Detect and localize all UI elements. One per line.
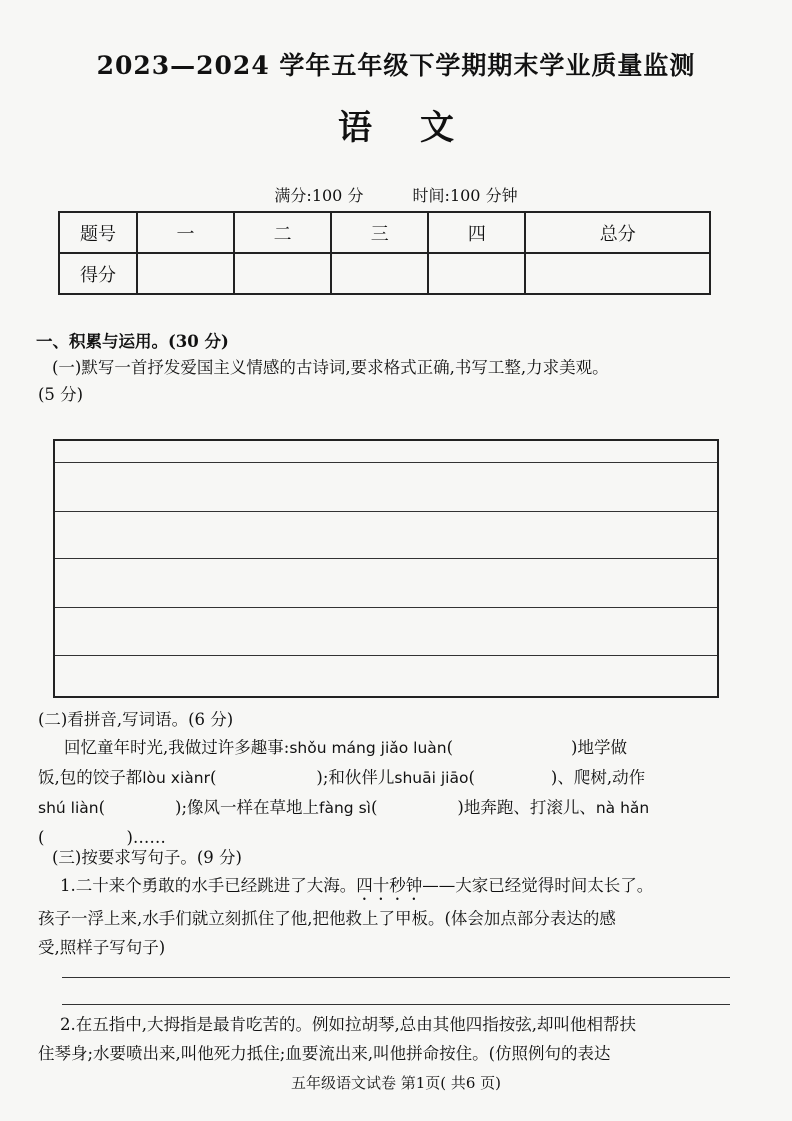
answer-line[interactable] [62,977,730,978]
score-table-score-row [59,253,710,294]
passage-line: 1.二十来个勇敢的水手已经跳进了大海。四十秒钟——大家已经觉得时间太长了。 [60,876,654,895]
exam-time: 时间:100 分钟 [412,186,518,205]
writing-line [55,511,717,512]
passage-line: ( )…… [38,828,166,847]
question-3-2 [38,1010,768,1068]
writing-line [55,607,717,608]
writing-line [55,655,717,656]
exam-subject: 语文 [338,108,502,148]
pinyin: lòu xiànr [142,769,210,787]
passage-line: 孩子一浮上来,水手们就立刻抓住了他,把他救上了甲板。(体会加点部分表达的感 [38,909,616,928]
pinyin: shǒu máng jiǎo luàn [289,739,447,757]
emphasized-text: 四十秒钟 [356,876,423,895]
pinyin: shú liàn [38,799,99,817]
answer-line[interactable] [62,1004,730,1005]
exam-title: 2023—2024 学年五年级下学期期末学业质量监测 [96,51,696,80]
table-cell: 得分 [59,253,137,294]
question-1-prompt: (一)默写一首抒发爱国主义情感的古诗词,要求格式正确,书写工整,力求美观。 [52,358,609,377]
writing-line [55,558,717,559]
section-1-heading: 一、积累与运用。(30 分) [36,332,229,351]
pinyin: nà hǎn [595,799,650,817]
table-cell: 四 [428,212,525,253]
writing-line [55,462,717,463]
passage-line: shú liàn( );像风一样在草地上fàng sì( )地奔跑、打滚儿、nà hǎn [38,798,650,817]
question-3-1 [38,871,768,962]
page-footer: 五年级语文试卷 第1页( 共6 页) [290,1074,502,1092]
poem-writing-box[interactable] [53,439,719,698]
table-cell: 题号 [59,212,137,253]
passage-line: 饭,包的饺子都lòu xiànr( );和伙伴儿shuāi jiāo( )、爬树,动作 [38,768,646,787]
pinyin: shuāi jiāo [394,769,469,787]
passage-line: 2.在五指中,大拇指是最肯吃苦的。例如拉胡琴,总由其他四指按弦,却叫他相帮扶 [60,1015,636,1034]
question-1-points: (5 分) [38,385,84,404]
question-2-heading: (二)看拼音,写词语。(6 分) [38,710,234,729]
table-cell: 总分 [525,212,710,253]
pinyin: fàng sì [319,799,371,817]
score-cell-total[interactable] [525,253,710,294]
question-3-heading: (三)按要求写句子。(9 分) [52,848,242,867]
exam-meta [0,183,792,206]
passage-line: 受,照样子写句子) [38,938,166,957]
score-cell-4[interactable] [428,253,525,294]
table-cell: 二 [234,212,331,253]
score-cell-1[interactable] [137,253,234,294]
passage-line: 住琴身;水要喷出来,叫他死力抵住;血要流出来,叫他拼命按住。(仿照例句的表达 [38,1044,611,1063]
table-cell: 三 [331,212,428,253]
full-score: 满分:100 分 [274,186,364,205]
score-cell-3[interactable] [331,253,428,294]
question-2-passage [38,733,758,852]
score-table-header-row [59,212,710,253]
score-cell-2[interactable] [234,253,331,294]
table-cell: 一 [137,212,234,253]
score-table [58,211,711,295]
passage-line: 回忆童年时光,我做过许多趣事:shǒu máng jiǎo luàn( )地学做 [64,738,627,757]
